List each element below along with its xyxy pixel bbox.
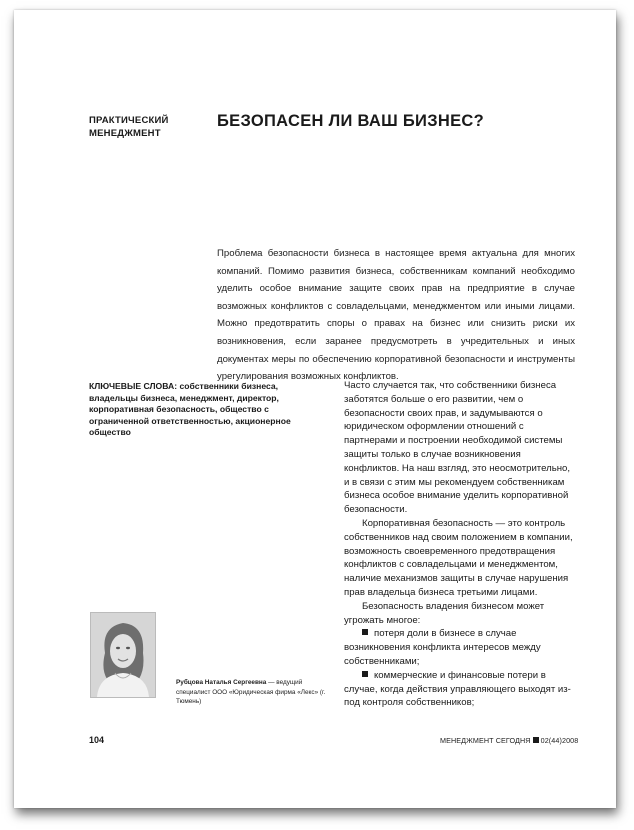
square-bullet-icon [362,671,368,677]
issue-number: 02(44)2008 [540,736,579,745]
author-caption [176,678,326,707]
list-item-text: потеря доли в бизнесе в случае возникновения конфликта интересов между собственниками; [344,628,541,667]
square-separator-icon [533,737,539,743]
keywords-text: собственники бизнеса, владельцы бизнеса, менеджмент, директор, корпоративная безопасность, общество с ограниченной ответственностью, акционерное общество [89,381,291,437]
square-bullet-icon [362,629,368,635]
body-paragraph-3: Безопасность владения бизнесом может угрожать многое: [344,600,545,626]
body-paragraph-1: Часто случается так, что собственники бизнеса заботятся больше о его развитии, чем о безопасности своих прав, и задумываются о юридическом оформлении отношений с партнерами и построении необходимой системы защиты только в случае возникновения конфликтов. На наш взгляд, это неосмотрительно, и в связи с этим мы рекомендуем собственникам бизнеса особое внимание уделить корпоративной безопасности. [344,380,571,516]
journal-name: МЕНЕДЖМЕНТ СЕГОДНЯ [440,736,531,745]
author-name: Рубцова Наталья Сергеевна [176,679,267,686]
keywords-block [89,381,317,439]
author-portrait-image [91,613,155,697]
article-lead: Проблема безопасности бизнеса в настоящее время актуальна для многих компаний. Помимо развития бизнеса, собственникам компаний необходимо уделить особое внимание защите своих прав на предприятие в случае возможных конфликтов с совладельцами, менеджментом или иными лицами. Можно предотвратить споры о правах на бизнес или снизить риски их возникновения, если заранее предусмотреть в учредительных и иных документах меры по обеспечению корпоративной безопасности и инструменты урегулирования возможных конфликтов. [217,248,575,383]
section-rubric: ПРАКТИЧЕСКИЙ МЕНЕДЖМЕНТ [89,115,169,139]
article-title: БЕЗОПАСЕН ЛИ ВАШ БИЗНЕС? [217,112,484,130]
body-paragraph-2: Корпоративная безопасность — это контроль собственников над своим положением в компании, возможность своевременного предотвращения конфликтов с совладельцами и менеджментом, наличие механизмов защиты в случае нарушения прав владельца бизнеса третьими лицами. [344,517,573,598]
list-item [344,627,576,668]
journal-footer [440,736,578,745]
author-description: — ведущий специалист ООО «Юридическая фирма «Лекс» (г. Тюмень) [176,679,326,705]
author-photo [90,612,156,698]
keywords-label: КЛЮЧЕВЫЕ СЛОВА: [89,381,178,391]
list-item-text: коммерческие и финансовые потери в случае, когда действия управляющего выходят из-под контроля собственников; [344,669,571,709]
list-item [344,669,576,710]
article-body [344,379,576,710]
page-number: 104 [89,735,105,745]
